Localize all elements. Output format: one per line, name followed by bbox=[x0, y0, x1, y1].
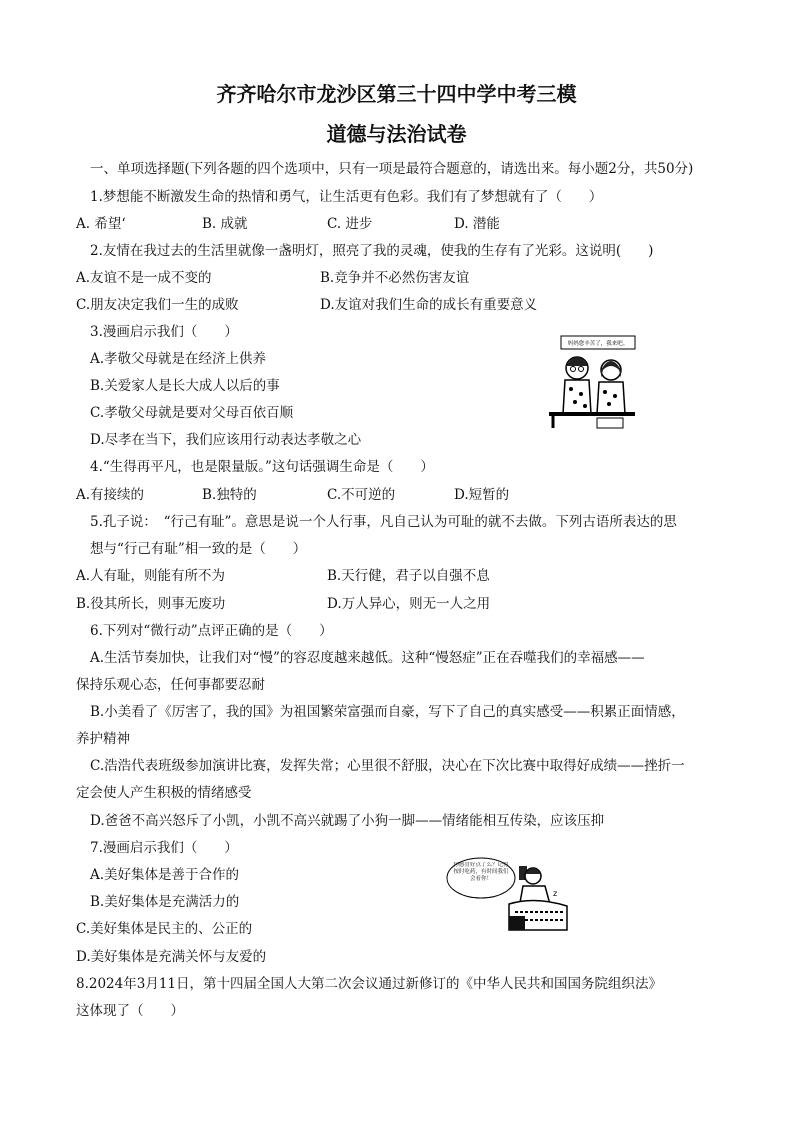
q7-option-b: B.美好集体是充满活力的 bbox=[90, 894, 240, 910]
question-3-stem: 3.漫画启示我们（ ） bbox=[90, 324, 238, 340]
question-8-stem-cont: 这体现了（ ） bbox=[76, 1003, 184, 1019]
page-subtitle: 道德与法治试卷 bbox=[326, 122, 467, 146]
q6-option-b: B.小美看了《厉害了，我的国》为祖国繁荣富强而自豪，写下了自己的真实感受——积累正面情感， bbox=[90, 704, 685, 720]
q7-option-d: D.美好集体是充满关怀与友爱的 bbox=[76, 949, 267, 965]
q3-option-d: D.尽孝在当下，我们应该用行动表达孝敬之心 bbox=[90, 432, 362, 448]
q7-option-c: C.美好集体是民主的、公正的 bbox=[76, 921, 253, 937]
q5-option-a: A.人有耻，则能有所不为 bbox=[76, 568, 226, 584]
question-7-stem: 7.漫画启示我们（ ） bbox=[90, 840, 238, 856]
q5-option-b: B.天行健，君子以自强不息 bbox=[327, 568, 490, 584]
q4-option-b: B.独特的 bbox=[202, 487, 257, 503]
question-5-stem: 5.孔子说： “行己有耻”。意思是说一个人行事，凡自己认为可耻的就不去做。下列古语所表达的思 bbox=[90, 514, 677, 530]
cartoon-illustration bbox=[445, 856, 570, 934]
section-header: 一、单项选择题(下列各题的四个选项中，只有一项是最符合题意的，请选出来。每小题2分，共50分) bbox=[90, 161, 694, 177]
q7-option-a: A.美好集体是善于合作的 bbox=[90, 867, 240, 883]
q3-cartoon bbox=[547, 334, 637, 430]
q2-option-a: A.友谊不是一成不变的 bbox=[76, 270, 212, 286]
q4-option-d: D.短暂的 bbox=[454, 487, 510, 503]
q3-option-b: B.关爱家人是长大成人以后的事 bbox=[90, 378, 280, 394]
question-1-stem: 1.梦想能不断激发生命的热情和勇气，让生活更有色彩。我们有了梦想就有了（ ） bbox=[90, 189, 603, 205]
q2-option-d: D.友谊对我们生命的成长有重要意义 bbox=[320, 297, 538, 313]
cartoon-caption: 你感冒好点了么？记得按时吃药，有时间我们会看你！ bbox=[453, 862, 509, 882]
q2-option-c: C.朋友决定我们一生的成败 bbox=[76, 297, 239, 313]
svg-text:z: z bbox=[553, 889, 558, 898]
q6-option-a-cont: 保持乐观心态，任何事都要忍耐 bbox=[76, 677, 265, 693]
q2-option-b: B.竞争并不必然伤害友谊 bbox=[320, 270, 470, 286]
cartoon-caption: 妈妈您辛苦了，我来吧。 bbox=[567, 341, 629, 347]
q6-option-b-cont: 养护精神 bbox=[76, 731, 130, 747]
q5-option-d: D.万人异心，则无一人之用 bbox=[327, 596, 491, 612]
q6-option-c-cont: 定会使人产生积极的情绪感受 bbox=[76, 785, 252, 801]
question-6-stem: 6.下列对“微行动”点评正确的是（ ） bbox=[90, 623, 333, 639]
q7-cartoon bbox=[445, 856, 570, 934]
q1-option-a: A. 希望‘ bbox=[76, 216, 126, 232]
q6-option-a: A.生活节奏加快，让我们对“慢”的容忍度越来越低。这种“慢怒症”正在吞噬我们的幸福感—— bbox=[90, 650, 645, 666]
q6-option-c: C.浩浩代表班级参加演讲比赛，发挥失常；心里很不舒服，决心在下次比赛中取得好成绩——挫折一 bbox=[90, 758, 685, 774]
q4-option-a: A.有接续的 bbox=[76, 487, 145, 503]
cartoon-illustration bbox=[547, 334, 637, 430]
question-2-stem: 2.友情在我过去的生活里就像一盏明灯，照亮了我的灵魂，使我的生存有了光彩。这说明( ) bbox=[90, 243, 654, 259]
page-title: 齐齐哈尔市龙沙区第三十四中学中考三模 bbox=[216, 82, 577, 106]
q1-option-d: D. 潜能 bbox=[454, 216, 500, 232]
q5-option-c: B.役其所长，则事无废功 bbox=[76, 596, 226, 612]
question-5-stem-cont: 想与“行己有耻”相一致的是（ ） bbox=[90, 541, 307, 557]
q3-option-c: C.孝敬父母就是要对父母百依百顺 bbox=[90, 405, 294, 421]
q6-option-d: D.爸爸不高兴怒斥了小凯，小凯不高兴就踢了小狗一脚——情绪能相互传染，应该压抑 bbox=[90, 813, 605, 829]
q1-option-b: B. 成就 bbox=[202, 216, 248, 232]
q1-option-c: C. 进步 bbox=[327, 216, 373, 232]
question-8-stem: 8.2024年3月11日，第十四届全国人大第二次会议通过新修订的《中华人民共和国国务院组织法》 bbox=[76, 976, 663, 992]
q3-option-a: A.孝敬父母就是在经济上供养 bbox=[90, 351, 267, 367]
question-4-stem: 4.“生得再平凡，也是限量版。”这句话强调生命是（ ） bbox=[90, 459, 434, 475]
q4-option-c: C.不可逆的 bbox=[327, 487, 396, 503]
